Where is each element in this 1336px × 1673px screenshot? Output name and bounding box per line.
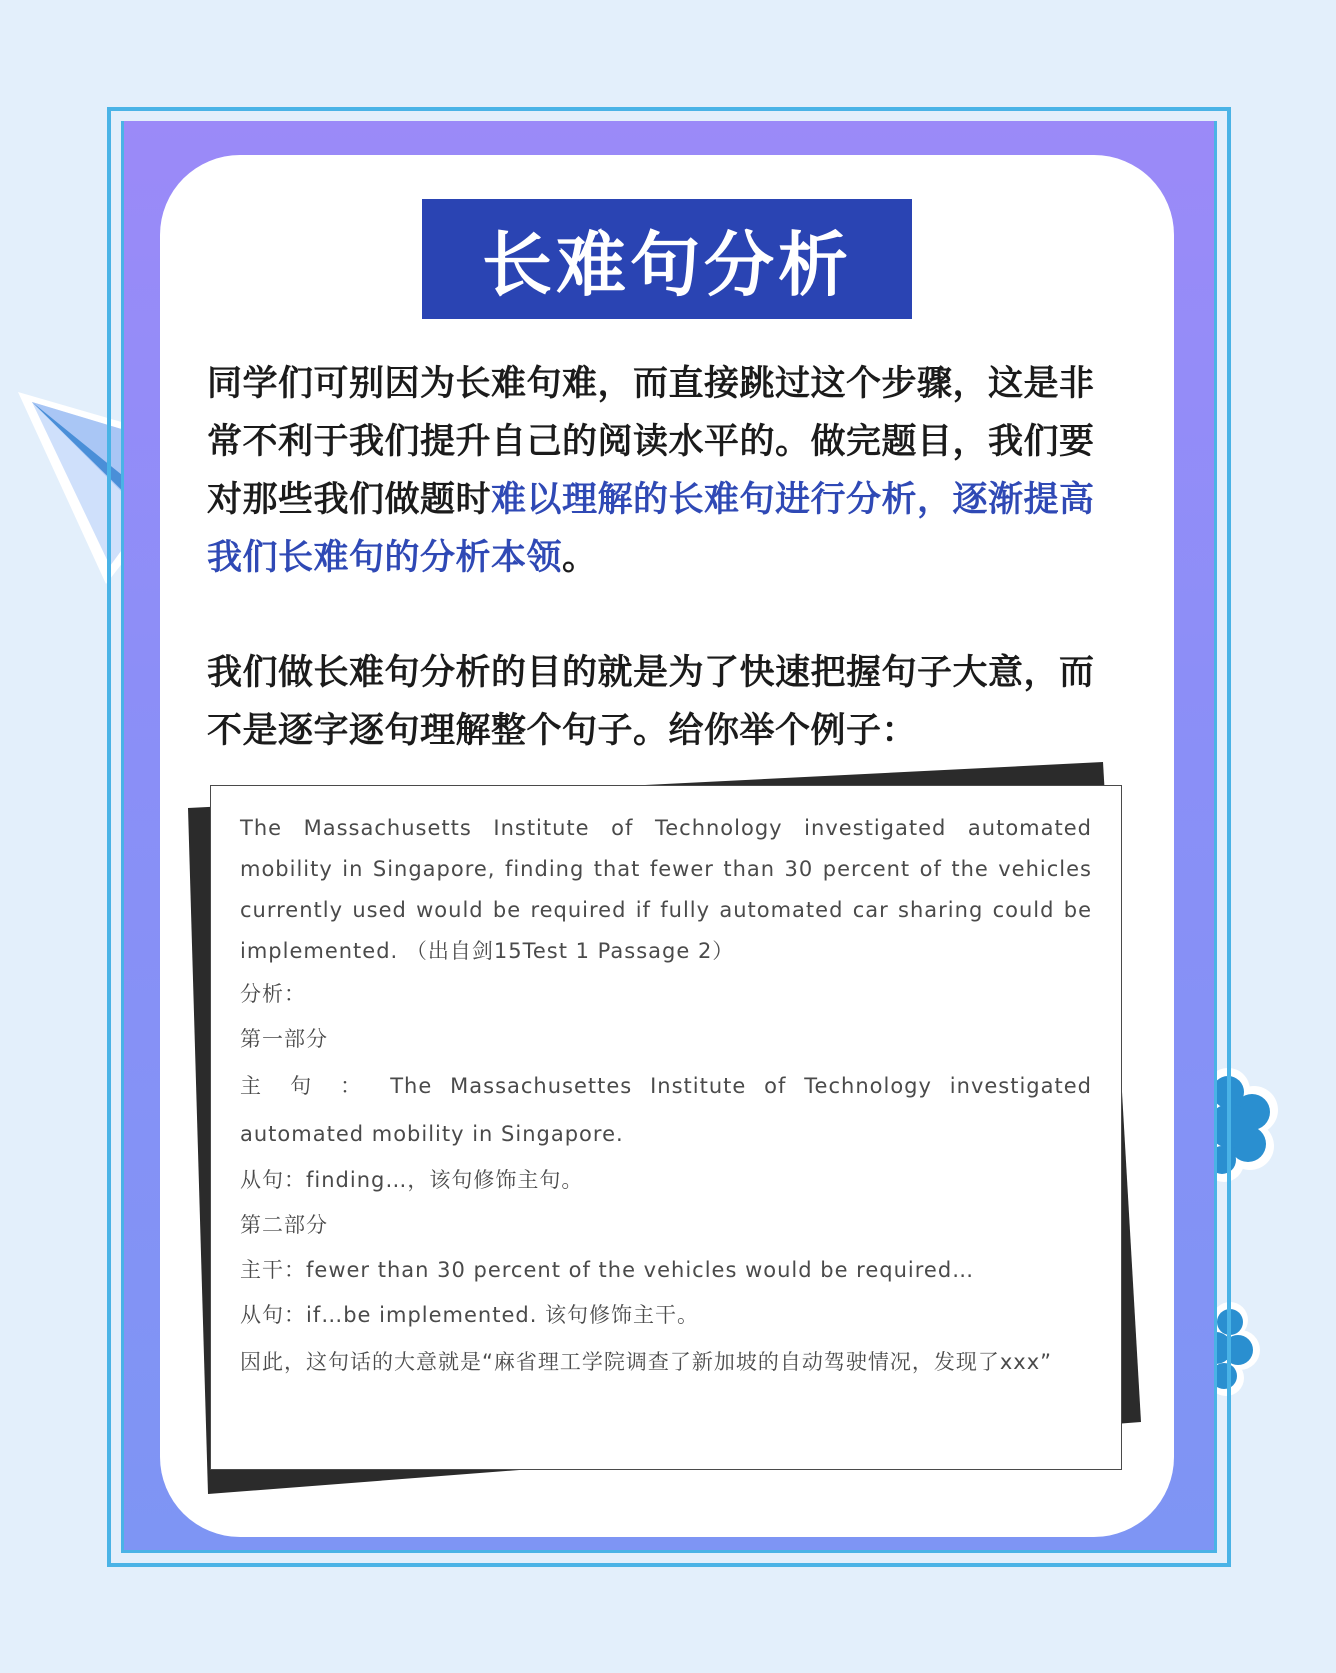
- intro-paragraph-2: 我们做长难句分析的目的就是为了快速把握句子大意，而不是逐字逐句理解整个句子。给你举个例子：: [207, 653, 1095, 751]
- example-box: [210, 785, 1122, 1470]
- page-title: 长难句分析: [482, 223, 852, 306]
- title-banner: [422, 199, 912, 319]
- sub-clause-2: 从句：if…be implemented. 该句修饰主干。: [240, 1303, 700, 1327]
- trunk-clause: 主干：fewer than 30 percent of the vehicles would be required…: [240, 1258, 975, 1282]
- example-sentence: The Massachusetts Institute of Technology investigated automated mobility in Singapore, finding that fewer than 30 percent of the vehicles currently used would be required if fully automated car sharing could be implemented. （出自剑15Test 1 Passage 2）: [240, 816, 1092, 963]
- conclusion: 因此，这句话的大意就是“麻省理工学院调查了新加坡的自动驾驶情况，发现了xxx”: [240, 1350, 1053, 1374]
- intro-end: 。: [562, 538, 598, 578]
- sub-clause-1: 从句：finding…，该句修饰主句。: [240, 1168, 584, 1192]
- part-2-label: 第二部分: [240, 1213, 328, 1237]
- part-1-label: 第一部分: [240, 1027, 328, 1051]
- main-clause: 主 句 ： The Massachusettes Institute of Technology investigated automated mobility in Singapore.: [240, 1074, 1092, 1146]
- analysis-label: 分析：: [240, 982, 306, 1006]
- intro-highlight: 难以理解的长难句进行分析，逐渐提高我们长难句的分析本领: [207, 480, 1095, 578]
- intro-text: 同学们可别因为长难句难，而直接跳过这个步骤，这是非常不利于我们提升自己的阅读水平的。做完题目，我们要对那些我们做题时: [207, 364, 1095, 520]
- intro-paragraph-1: [207, 355, 1107, 587]
